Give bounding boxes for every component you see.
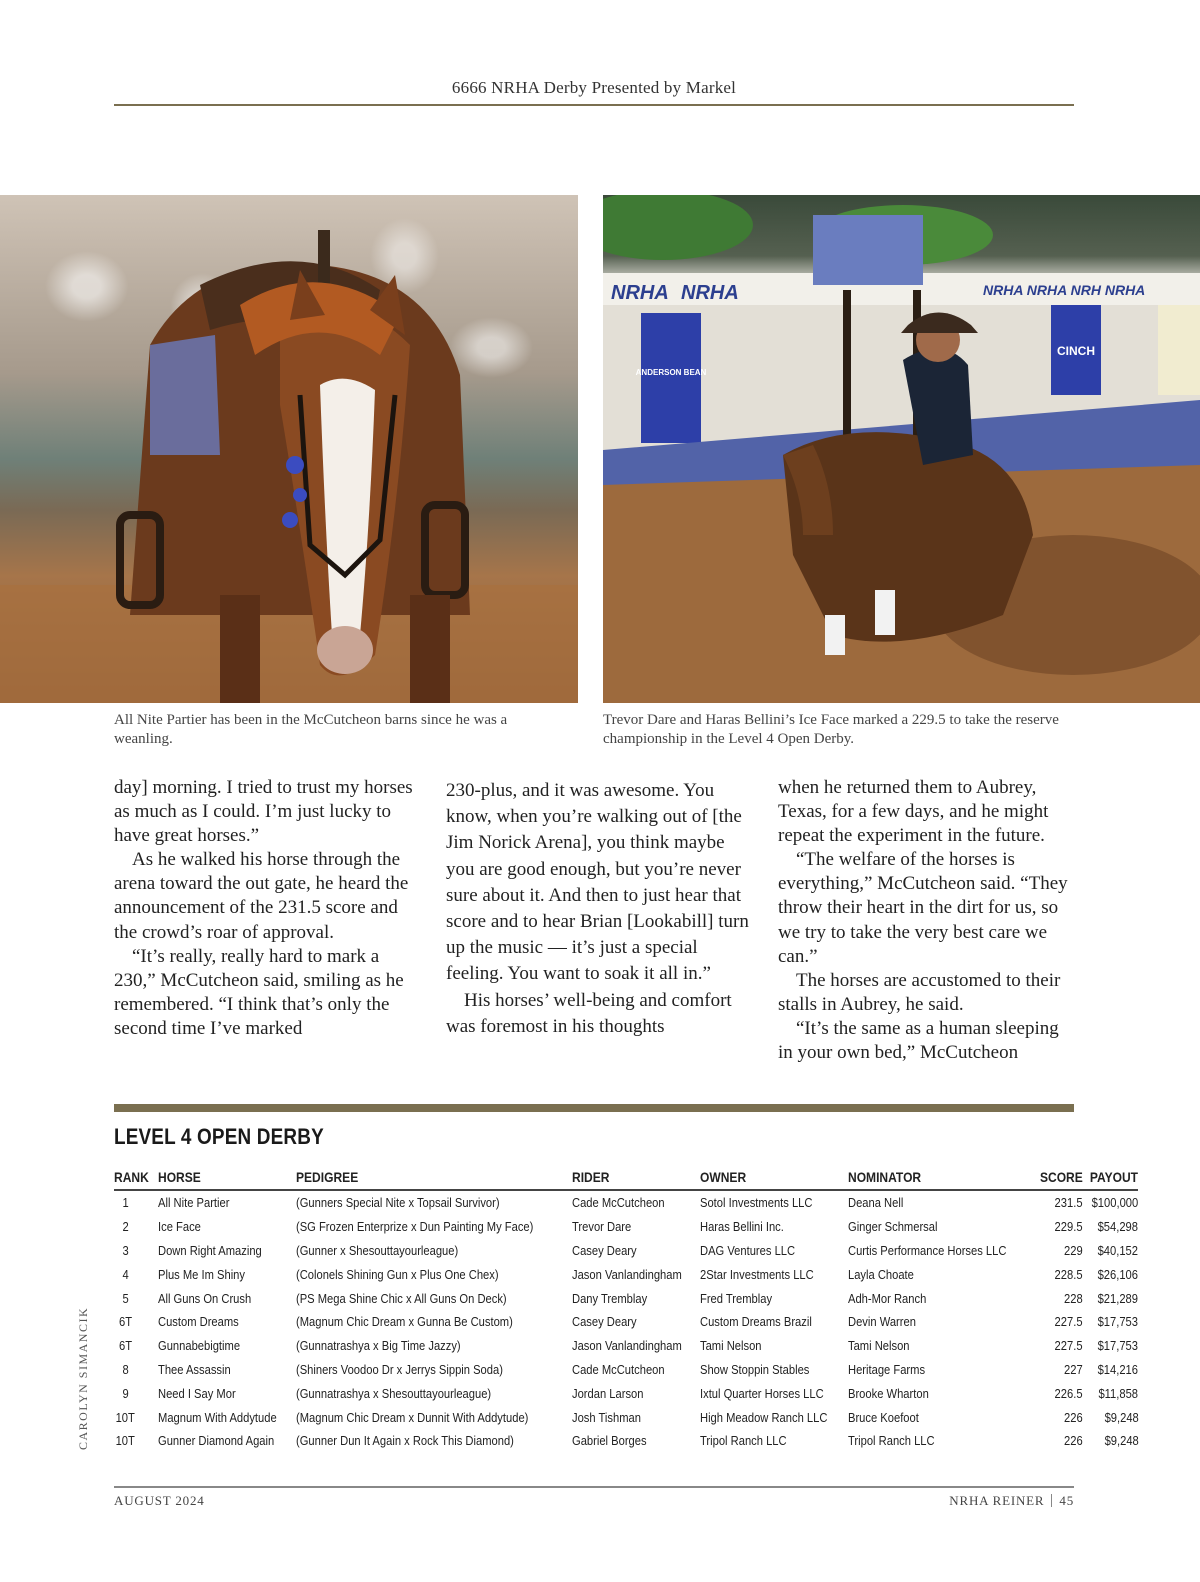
column-header: RANK: [114, 1168, 158, 1190]
cell-nominator: Deana Nell: [848, 1195, 904, 1211]
article-paragraph: 230-plus, and it was awesome. You know, when you’re walking out of [the Jim Norick Arena], you think maybe you are good enough, but you’re never sure about it. And then to just hear that score and to hear Brian [Lookabill] turn up the music — it’s just a special feeling. You want to soak it all in.”: [446, 780, 749, 985]
cell-pedigree: (Gunnatrashya x Big Time Jazzy): [296, 1338, 462, 1354]
article-paragraph: As he walked his horse through the arena toward the out gate, he heard the announcement of the 231.5 score and the crowd’s roar of approval.: [114, 849, 409, 943]
cell-pedigree: (Magnum Chic Dream x Dunnit With Addytude): [296, 1409, 529, 1425]
cell-rank: 5: [122, 1290, 129, 1306]
cell-owner: Custom Dreams Brazil: [700, 1314, 812, 1330]
svg-text:NRHA NRHA NRH NRHA: NRHA NRHA NRH NRHA: [983, 282, 1146, 298]
cell-nominator: Ginger Schmersal: [848, 1219, 938, 1235]
photo-horse-portrait: [0, 195, 578, 703]
article-paragraph: “It’s the same as a human sleeping in your own bed,” McCutcheon: [778, 1017, 1059, 1064]
cell-score: 227.5: [1054, 1314, 1083, 1330]
svg-text:CINCH: CINCH: [1057, 344, 1095, 358]
table-row: [114, 1429, 1138, 1453]
cell-pedigree: (Shiners Voodoo Dr x Jerrys Sippin Soda): [296, 1361, 504, 1377]
cell-payout: $14,216: [1097, 1361, 1139, 1377]
cell-rider: Josh Tishman: [572, 1409, 642, 1425]
article-paragraph: His horses’ well-being and comfort was foremost in his thoughts: [446, 989, 732, 1037]
cell-pedigree: (PS Mega Shine Chic x All Guns On Deck): [296, 1290, 508, 1306]
cell-score: 231.5: [1054, 1195, 1083, 1211]
cell-owner: DAG Ventures LLC: [700, 1242, 796, 1258]
cell-payout: $17,753: [1097, 1338, 1139, 1354]
article-paragraph: “The welfare of the horses is everything,” McCutcheon said. “They throw their heart in the dirt for us, so we try to take the very best care we can.”: [778, 849, 1068, 967]
cell-rider: Casey Deary: [572, 1242, 638, 1258]
page-number: 45: [1059, 1493, 1074, 1508]
cell-rider: Jordan Larson: [572, 1385, 644, 1401]
cell-horse: Custom Dreams: [158, 1314, 240, 1330]
cell-payout: $11,858: [1098, 1385, 1139, 1401]
results-header-row: [114, 1168, 1138, 1190]
cell-owner: Ixtul Quarter Horses LLC: [700, 1385, 824, 1401]
cell-payout: $40,152: [1097, 1242, 1139, 1258]
table-row: [114, 1190, 1138, 1215]
column-header: OWNER: [700, 1168, 848, 1190]
cell-nominator: Brooke Wharton: [848, 1385, 930, 1401]
footer-divider: [114, 1486, 1074, 1488]
svg-text:NRHA: NRHA: [611, 282, 669, 304]
cell-nominator: Tripol Ranch LLC: [848, 1433, 935, 1449]
cell-pedigree: (Gunners Special Nite x Topsail Survivor): [296, 1195, 501, 1211]
cell-owner: Fred Tremblay: [700, 1290, 773, 1306]
column-header: SCORE: [1033, 1168, 1083, 1190]
table-row: [114, 1239, 1138, 1263]
header-divider: [114, 104, 1074, 106]
cell-rank: 6T: [118, 1338, 132, 1354]
results-table: [114, 1168, 1138, 1453]
cell-score: 227.5: [1054, 1338, 1083, 1354]
cell-nominator: Curtis Performance Horses LLC: [848, 1242, 1007, 1258]
cell-horse: Need I Say Mor: [158, 1385, 237, 1401]
cell-rank: 4: [122, 1266, 129, 1282]
cell-owner: Sotol Investments LLC: [700, 1195, 813, 1211]
cell-score: 228: [1063, 1290, 1083, 1306]
cell-rider: Casey Deary: [572, 1314, 638, 1330]
cell-payout: $17,753: [1097, 1314, 1139, 1330]
table-row: [114, 1286, 1138, 1310]
table-row: [114, 1334, 1138, 1358]
cell-pedigree: (SG Frozen Enterprize x Dun Painting My Face): [296, 1219, 534, 1235]
article-paragraph: The horses are accustomed to their stalls in Aubrey, he said.: [778, 969, 1061, 1015]
column-header: PAYOUT: [1082, 1168, 1138, 1190]
running-header: 6666 NRHA Derby Presented by Markel: [451, 78, 737, 97]
table-row: [114, 1262, 1138, 1286]
footer-issue: AUGUST 2024: [114, 1493, 205, 1508]
svg-text:NRHA: NRHA: [681, 282, 739, 304]
cell-score: 226: [1063, 1433, 1083, 1449]
photo-caption: Trevor Dare and Haras Bellini’s Ice Face marked a 229.5 to take the reserve championship in the Level 4 Open Derby.: [603, 712, 1059, 747]
cell-payout: $100,000: [1091, 1195, 1139, 1211]
cell-score: 227: [1063, 1361, 1083, 1377]
cell-payout: $26,106: [1097, 1266, 1139, 1282]
cell-rank: 2: [122, 1219, 129, 1235]
svg-text:ANDERSON BEAN: ANDERSON BEAN: [635, 368, 707, 377]
cell-rider: Gabriel Borges: [572, 1433, 648, 1449]
cell-rider: Dany Tremblay: [572, 1290, 648, 1306]
cell-nominator: Adh-Mor Ranch: [848, 1290, 927, 1306]
article-paragraph: day] morning. I tried to trust my horses as much as I could. I’m just lucky to have great horses.”: [114, 777, 413, 847]
cell-score: 226: [1063, 1409, 1083, 1425]
cell-payout: $21,289: [1097, 1290, 1139, 1306]
footer-magazine: NRHA REINER: [949, 1493, 1045, 1508]
table-row: [114, 1215, 1138, 1239]
cell-pedigree: (Gunnatrashya x Shesouttayourleague): [296, 1385, 492, 1401]
cell-pedigree: (Gunner x Shesouttayourleague): [296, 1242, 459, 1258]
cell-horse: All Guns On Crush: [158, 1290, 252, 1306]
results-body: [114, 1190, 1138, 1453]
cell-rider: Cade McCutcheon: [572, 1361, 666, 1377]
column-header: RIDER: [572, 1168, 700, 1190]
column-header: HORSE: [158, 1168, 296, 1190]
cell-horse: Plus Me Im Shiny: [158, 1266, 246, 1282]
cell-owner: High Meadow Ranch LLC: [700, 1409, 828, 1425]
cell-rank: 3: [122, 1242, 129, 1258]
cell-payout: $54,298: [1097, 1219, 1139, 1235]
cell-horse: All Nite Partier: [158, 1195, 230, 1211]
cell-rank: 10T: [115, 1409, 135, 1425]
cell-nominator: Devin Warren: [848, 1314, 917, 1330]
cell-score: 228.5: [1054, 1266, 1083, 1282]
cell-horse: Magnum With Addytude: [158, 1409, 278, 1425]
footer-separator: [1051, 1494, 1052, 1507]
cell-owner: Tripol Ranch LLC: [700, 1433, 787, 1449]
cell-nominator: Tami Nelson: [848, 1338, 910, 1354]
photo-credit: CAROLYN SIMANCIK: [76, 1306, 90, 1450]
column-header: NOMINATOR: [848, 1168, 1032, 1190]
cell-score: 229.5: [1054, 1219, 1083, 1235]
photo-caption: All Nite Partier has been in the McCutcheon barns since he was a weanling.: [114, 712, 508, 747]
cell-rank: 8: [122, 1361, 129, 1377]
article-column-1: [114, 776, 424, 1041]
cell-score: 229: [1063, 1242, 1083, 1258]
cell-rider: Cade McCutcheon: [572, 1195, 666, 1211]
article-paragraph: when he returned them to Aubrey, Texas, for a few days, and he might repeat the experiment in the future.: [778, 777, 1049, 847]
results-divider: [114, 1104, 1074, 1112]
table-row: [114, 1310, 1138, 1334]
cell-horse: Down Right Amazing: [158, 1242, 263, 1258]
cell-pedigree: (Gunner Dun It Again x Rock This Diamond): [296, 1433, 515, 1449]
cell-owner: Haras Bellini Inc.: [700, 1219, 785, 1235]
cell-pedigree: (Colonels Shining Gun x Plus One Chex): [296, 1266, 500, 1282]
table-row: [114, 1381, 1138, 1405]
cell-nominator: Heritage Farms: [848, 1361, 926, 1377]
cell-horse: Gunnabebigtime: [158, 1338, 241, 1354]
cell-rank: 9: [122, 1385, 129, 1401]
cell-pedigree: (Magnum Chic Dream x Gunna Be Custom): [296, 1314, 514, 1330]
cell-nominator: Bruce Koefoot: [848, 1409, 920, 1425]
cell-rider: Jason Vanlandingham: [572, 1338, 683, 1354]
cell-owner: 2Star Investments LLC: [700, 1266, 814, 1282]
cell-owner: Show Stoppin Stables: [700, 1361, 810, 1377]
cell-payout: $9,248: [1104, 1433, 1139, 1449]
footer-folio: [949, 1493, 1074, 1509]
article-column-2: [446, 778, 756, 1040]
cell-rank: 1: [122, 1195, 129, 1211]
cell-owner: Tami Nelson: [700, 1338, 762, 1354]
cell-horse: Thee Assassin: [158, 1361, 232, 1377]
photo-reining-slide: [603, 195, 1200, 703]
results-title: LEVEL 4 OPEN DERBY: [114, 1124, 324, 1149]
cell-horse: Gunner Diamond Again: [158, 1433, 275, 1449]
column-header: PEDIGREE: [296, 1168, 572, 1190]
cell-rider: Trevor Dare: [572, 1219, 632, 1235]
article-paragraph: “It’s really, really hard to mark a 230,” McCutcheon said, smiling as he remembered. “I think that’s only the second time I’ve marked: [114, 945, 404, 1039]
article-column-3: [778, 776, 1078, 1065]
cell-horse: Ice Face: [158, 1219, 202, 1235]
cell-rank: 10T: [115, 1433, 135, 1449]
cell-rider: Jason Vanlandingham: [572, 1266, 683, 1282]
cell-rank: 6T: [118, 1314, 132, 1330]
table-row: [114, 1358, 1138, 1382]
cell-payout: $9,248: [1104, 1409, 1139, 1425]
table-row: [114, 1405, 1138, 1429]
cell-nominator: Layla Choate: [848, 1266, 915, 1282]
cell-score: 226.5: [1054, 1385, 1083, 1401]
